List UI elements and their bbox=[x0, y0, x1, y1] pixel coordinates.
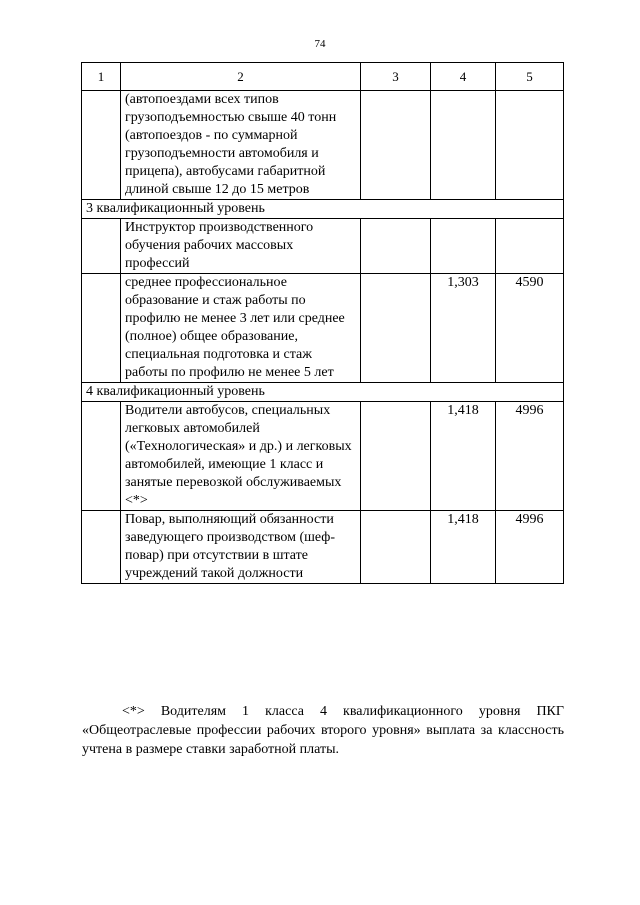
row-coefficient: 1,418 bbox=[431, 511, 496, 584]
cell-empty bbox=[361, 274, 431, 383]
row-coefficient bbox=[431, 219, 496, 274]
row-coefficient: 1,303 bbox=[431, 274, 496, 383]
table-row bbox=[82, 274, 564, 383]
table-row bbox=[82, 402, 564, 511]
row-amount: 4996 bbox=[496, 511, 564, 584]
row-description: (автопоездами всех типов грузоподъемностью свыше 40 тонн (автопоездов - по суммарной грузоподъемности автомобиля и прицепа), автобусами габаритной длиной свыше 12 до 15 метров bbox=[121, 91, 361, 200]
row-amount: 4996 bbox=[496, 402, 564, 511]
cell-empty bbox=[82, 219, 121, 274]
cell-empty bbox=[361, 219, 431, 274]
cell-empty bbox=[82, 91, 121, 200]
cell-empty bbox=[82, 402, 121, 511]
table-row bbox=[82, 511, 564, 584]
row-amount bbox=[496, 91, 564, 200]
row-description: среднее профессиональное образование и стаж работы по профилю не менее 3 лет или среднее (полное) общее образование, специальная подготовка и стаж работы по профилю не менее 5 лет bbox=[121, 274, 361, 383]
column-header-1: 1 bbox=[82, 63, 121, 91]
cell-empty bbox=[82, 511, 121, 584]
column-header-5: 5 bbox=[496, 63, 564, 91]
row-coefficient: 1,418 bbox=[431, 402, 496, 511]
page-number: 74 bbox=[314, 38, 326, 50]
cell-empty bbox=[82, 274, 121, 383]
table-row bbox=[82, 219, 564, 274]
table-row bbox=[82, 91, 564, 200]
row-amount: 4590 bbox=[496, 274, 564, 383]
column-header-2: 2 bbox=[121, 63, 361, 91]
row-description: Инструктор производственного обучения рабочих массовых профессий bbox=[121, 219, 361, 274]
level-row bbox=[82, 383, 564, 402]
table-header-row bbox=[82, 63, 564, 91]
level-heading: 3 квалификационный уровень bbox=[82, 200, 564, 219]
column-header-3: 3 bbox=[361, 63, 431, 91]
row-amount bbox=[496, 219, 564, 274]
cell-empty bbox=[361, 91, 431, 200]
salary-table bbox=[81, 62, 564, 584]
level-row bbox=[82, 200, 564, 219]
row-coefficient bbox=[431, 91, 496, 200]
row-description: Водители автобусов, специальных легковых автомобилей («Технологическая» и др.) и легковых автомобилей, имеющие 1 класс и занятые перевозкой обслуживаемых <*> bbox=[121, 402, 361, 511]
column-header-4: 4 bbox=[431, 63, 496, 91]
cell-empty bbox=[361, 511, 431, 584]
footnote: <*> Водителям 1 класса 4 квалификационного уровня ПКГ «Общеотраслевые профессии рабочих второго уровня» выплата за классность учтена в размере ставки заработной платы. bbox=[82, 704, 564, 757]
level-heading: 4 квалификационный уровень bbox=[82, 383, 564, 402]
cell-empty bbox=[361, 402, 431, 511]
row-description: Повар, выполняющий обязанности заведующего производством (шеф-повар) при отсутствии в штате учреждений такой должности bbox=[121, 511, 361, 584]
